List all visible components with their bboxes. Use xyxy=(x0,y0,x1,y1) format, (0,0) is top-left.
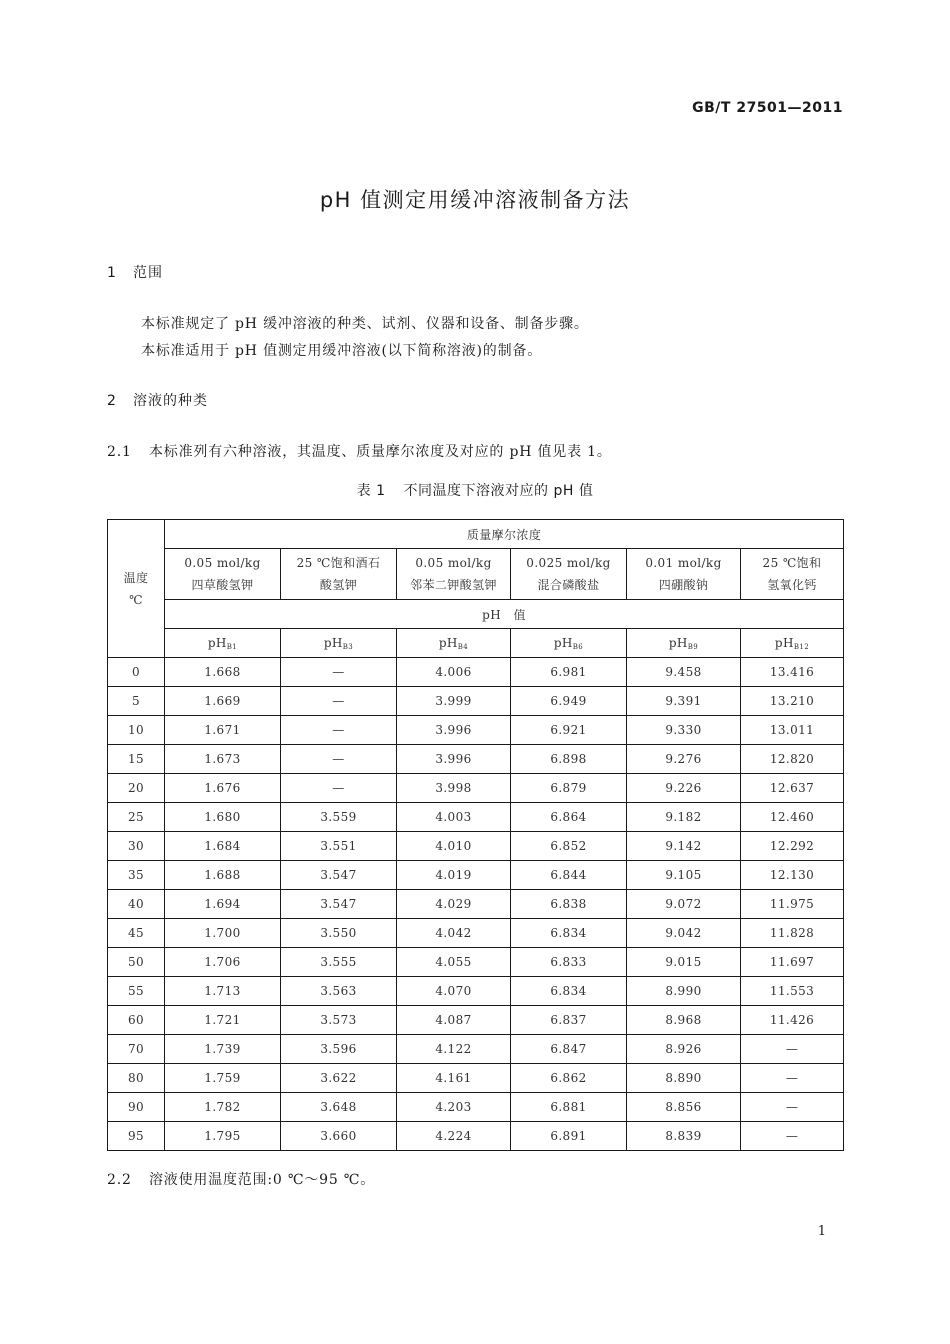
temperature-cell: 5 xyxy=(108,687,165,716)
solution-header: 0.05 mol/kg 邻苯二钾酸氢钾 xyxy=(397,549,511,600)
ph-value-cell: 1.795 xyxy=(165,1122,281,1151)
ph-symbol-header: $pH_{B9}$ xyxy=(627,629,741,658)
table-number: 表 1 xyxy=(356,483,386,499)
ph-value-cell: — xyxy=(281,687,397,716)
temperature-cell: 10 xyxy=(108,716,165,745)
ph-value-cell: 1.673 xyxy=(165,745,281,774)
ph-value-cell: 3.622 xyxy=(281,1064,397,1093)
scope-paragraph-2: 本标准适用于 pH 值测定用缓冲溶液(以下简称溶液)的制备。 xyxy=(141,343,542,359)
ph-value-cell: 1.668 xyxy=(165,658,281,687)
table-row xyxy=(108,1006,844,1035)
ph-value-cell: 1.721 xyxy=(165,1006,281,1035)
section-number: 1 xyxy=(107,265,117,281)
page-number: 1 xyxy=(817,1224,826,1239)
table-row xyxy=(108,745,844,774)
ph-value-cell: 6.981 xyxy=(511,658,627,687)
ph-value-cell: — xyxy=(281,716,397,745)
ph-value-cell: 9.276 xyxy=(627,745,741,774)
ph-value-cell: 6.834 xyxy=(511,919,627,948)
ph-value-cell: 9.015 xyxy=(627,948,741,977)
ph-value-cell: 12.820 xyxy=(741,745,844,774)
ph-value-cell: 6.834 xyxy=(511,977,627,1006)
ph-value-cell: 4.070 xyxy=(397,977,511,1006)
clause-text: 本标准列有六种溶液，其温度、质量摩尔浓度及对应的 pH 值见表 1。 xyxy=(149,444,612,460)
ph-value-cell: 11.426 xyxy=(741,1006,844,1035)
scope-paragraph-1: 本标准规定了 pH 缓冲溶液的种类、试剂、仪器和设备、制备步骤。 xyxy=(141,316,589,332)
solution-header: 25 ℃饱和酒石 酸氢钾 xyxy=(281,549,397,600)
ph-value-cell: 8.890 xyxy=(627,1064,741,1093)
table-row xyxy=(108,1093,844,1122)
temperature-cell: 95 xyxy=(108,1122,165,1151)
ph-value-cell: 4.055 xyxy=(397,948,511,977)
ph-value-cell: 3.596 xyxy=(281,1035,397,1064)
table-row xyxy=(108,832,844,861)
table-row xyxy=(108,803,844,832)
ph-value-cell: 4.006 xyxy=(397,658,511,687)
section-1-heading xyxy=(107,262,163,282)
ph-value-cell: 6.833 xyxy=(511,948,627,977)
ph-value-cell: 3.573 xyxy=(281,1006,397,1035)
ph-value-cell: 3.660 xyxy=(281,1122,397,1151)
ph-value-cell: 3.996 xyxy=(397,745,511,774)
ph-value-cell: 1.694 xyxy=(165,890,281,919)
ph-value-cell: — xyxy=(281,774,397,803)
ph-value-cell: 3.996 xyxy=(397,716,511,745)
ph-value-cell: 8.990 xyxy=(627,977,741,1006)
ph-value-cell: 6.844 xyxy=(511,861,627,890)
ph-value-cell: 8.856 xyxy=(627,1093,741,1122)
clause-text: 溶液使用温度范围:0 ℃～95 ℃。 xyxy=(149,1172,376,1188)
ph-value-cell: 6.864 xyxy=(511,803,627,832)
table-row xyxy=(108,1035,844,1064)
ph-value-cell: 9.072 xyxy=(627,890,741,919)
ph-value-cell: 4.029 xyxy=(397,890,511,919)
ph-value-cell: 11.828 xyxy=(741,919,844,948)
ph-value-cell: 1.700 xyxy=(165,919,281,948)
ph-symbol-header: $pH_{B3}$ xyxy=(281,629,397,658)
ph-symbol-header: $pH_{B6}$ xyxy=(511,629,627,658)
ph-value-cell: 6.852 xyxy=(511,832,627,861)
ph-value-cell: 9.182 xyxy=(627,803,741,832)
ph-value-cell: 3.563 xyxy=(281,977,397,1006)
ph-value-cell: 1.671 xyxy=(165,716,281,745)
table-row xyxy=(108,948,844,977)
ph-value-cell: 12.130 xyxy=(741,861,844,890)
solution-header: 0.025 mol/kg 混合磷酸盐 xyxy=(511,549,627,600)
ph-value-cell: 4.019 xyxy=(397,861,511,890)
table-row xyxy=(108,919,844,948)
temperature-cell: 50 xyxy=(108,948,165,977)
ph-value-cell: 4.042 xyxy=(397,919,511,948)
temperature-cell: 45 xyxy=(108,919,165,948)
ph-value-cell: 8.968 xyxy=(627,1006,741,1035)
ph-value-cell: 1.713 xyxy=(165,977,281,1006)
ph-value-cell: 6.862 xyxy=(511,1064,627,1093)
ph-value-cell: 9.042 xyxy=(627,919,741,948)
ph-value-cell: 6.891 xyxy=(511,1122,627,1151)
ph-value-cell: 9.142 xyxy=(627,832,741,861)
ph-value-header: pH 值 xyxy=(165,600,844,629)
ph-value-cell: — xyxy=(741,1064,844,1093)
ph-value-cell: 4.003 xyxy=(397,803,511,832)
ph-value-cell: 3.998 xyxy=(397,774,511,803)
ph-value-cell: 9.105 xyxy=(627,861,741,890)
table-row xyxy=(108,861,844,890)
solution-header: 0.01 mol/kg 四硼酸钠 xyxy=(627,549,741,600)
ph-value-cell: 12.637 xyxy=(741,774,844,803)
temperature-cell: 60 xyxy=(108,1006,165,1035)
table-row xyxy=(108,977,844,1006)
temperature-cell: 20 xyxy=(108,774,165,803)
ph-value-cell: — xyxy=(281,658,397,687)
table-row xyxy=(108,687,844,716)
ph-value-cell: 1.676 xyxy=(165,774,281,803)
ph-value-cell: 13.416 xyxy=(741,658,844,687)
temperature-cell: 35 xyxy=(108,861,165,890)
clause-number: 2.2 xyxy=(107,1172,132,1188)
clause-2-2 xyxy=(107,1169,375,1189)
temperature-cell: 25 xyxy=(108,803,165,832)
ph-value-cell: 12.460 xyxy=(741,803,844,832)
ph-value-cell: — xyxy=(741,1122,844,1151)
ph-value-cell: 3.550 xyxy=(281,919,397,948)
ph-value-cell: 3.547 xyxy=(281,890,397,919)
ph-value-cell: — xyxy=(741,1035,844,1064)
temperature-header: 温度 ℃ xyxy=(108,520,165,658)
ph-value-cell: 1.759 xyxy=(165,1064,281,1093)
ph-value-cell: — xyxy=(741,1093,844,1122)
table-caption-text: 不同温度下溶液对应的 pH 值 xyxy=(403,483,594,499)
ph-value-cell: 3.547 xyxy=(281,861,397,890)
table-row xyxy=(108,1122,844,1151)
ph-value-cell: 3.999 xyxy=(397,687,511,716)
table-row xyxy=(108,890,844,919)
ph-value-cell: 6.879 xyxy=(511,774,627,803)
ph-symbol-header: $pH_{B1}$ xyxy=(165,629,281,658)
ph-value-cell: 6.949 xyxy=(511,687,627,716)
ph-value-cell: 3.555 xyxy=(281,948,397,977)
temperature-cell: 15 xyxy=(108,745,165,774)
ph-symbol-header: $pH_{B4}$ xyxy=(397,629,511,658)
temperature-cell: 0 xyxy=(108,658,165,687)
clause-2-1 xyxy=(107,441,612,461)
ph-value-cell: 4.224 xyxy=(397,1122,511,1151)
ph-value-cell: 3.559 xyxy=(281,803,397,832)
ph-value-cell: 11.553 xyxy=(741,977,844,1006)
ph-table xyxy=(107,519,844,1151)
ph-value-cell: 1.688 xyxy=(165,861,281,890)
standard-code: GB/T 27501—2011 xyxy=(692,100,843,116)
ph-value-cell: 13.011 xyxy=(741,716,844,745)
ph-value-cell: 12.292 xyxy=(741,832,844,861)
table-row xyxy=(108,716,844,745)
ph-value-cell: 4.203 xyxy=(397,1093,511,1122)
ph-value-cell: 8.839 xyxy=(627,1122,741,1151)
ph-value-cell: 3.551 xyxy=(281,832,397,861)
ph-value-cell: — xyxy=(281,745,397,774)
ph-value-cell: 9.330 xyxy=(627,716,741,745)
ph-value-cell: 1.739 xyxy=(165,1035,281,1064)
ph-value-cell: 11.975 xyxy=(741,890,844,919)
clause-number: 2.1 xyxy=(107,444,132,460)
temperature-cell: 55 xyxy=(108,977,165,1006)
ph-value-cell: 6.921 xyxy=(511,716,627,745)
ph-value-cell: 4.122 xyxy=(397,1035,511,1064)
temperature-cell: 70 xyxy=(108,1035,165,1064)
ph-value-cell: 4.087 xyxy=(397,1006,511,1035)
ph-value-cell: 1.669 xyxy=(165,687,281,716)
solution-header: 0.05 mol/kg 四草酸氢钾 xyxy=(165,549,281,600)
ph-value-cell: 6.881 xyxy=(511,1093,627,1122)
ph-value-cell: 8.926 xyxy=(627,1035,741,1064)
ph-value-cell: 6.837 xyxy=(511,1006,627,1035)
document-title: pH 值测定用缓冲溶液制备方法 xyxy=(319,188,631,212)
solution-header: 25 ℃饱和 氢氧化钙 xyxy=(741,549,844,600)
ph-value-cell: 13.210 xyxy=(741,687,844,716)
ph-value-cell: 6.838 xyxy=(511,890,627,919)
section-number: 2 xyxy=(107,393,117,409)
ph-value-cell: 4.010 xyxy=(397,832,511,861)
ph-value-cell: 1.706 xyxy=(165,948,281,977)
section-title: 溶液的种类 xyxy=(133,393,208,409)
table-row xyxy=(108,658,844,687)
ph-value-cell: 6.898 xyxy=(511,745,627,774)
ph-symbol-header: $pH_{B12}$ xyxy=(741,629,844,658)
ph-value-cell: 9.226 xyxy=(627,774,741,803)
ph-value-cell: 6.847 xyxy=(511,1035,627,1064)
ph-value-cell: 1.684 xyxy=(165,832,281,861)
ph-value-cell: 9.458 xyxy=(627,658,741,687)
section-2-heading xyxy=(107,390,208,410)
ph-value-cell: 4.161 xyxy=(397,1064,511,1093)
ph-value-cell: 1.782 xyxy=(165,1093,281,1122)
ph-value-cell: 11.697 xyxy=(741,948,844,977)
concentration-group-header: 质量摩尔浓度 xyxy=(165,520,844,549)
temperature-cell: 90 xyxy=(108,1093,165,1122)
temperature-cell: 40 xyxy=(108,890,165,919)
temperature-cell: 80 xyxy=(108,1064,165,1093)
table-caption xyxy=(0,480,950,500)
section-title: 范围 xyxy=(133,265,163,281)
ph-value-cell: 9.391 xyxy=(627,687,741,716)
ph-value-cell: 3.648 xyxy=(281,1093,397,1122)
ph-value-cell: 1.680 xyxy=(165,803,281,832)
table-row xyxy=(108,774,844,803)
temperature-cell: 30 xyxy=(108,832,165,861)
table-row xyxy=(108,1064,844,1093)
